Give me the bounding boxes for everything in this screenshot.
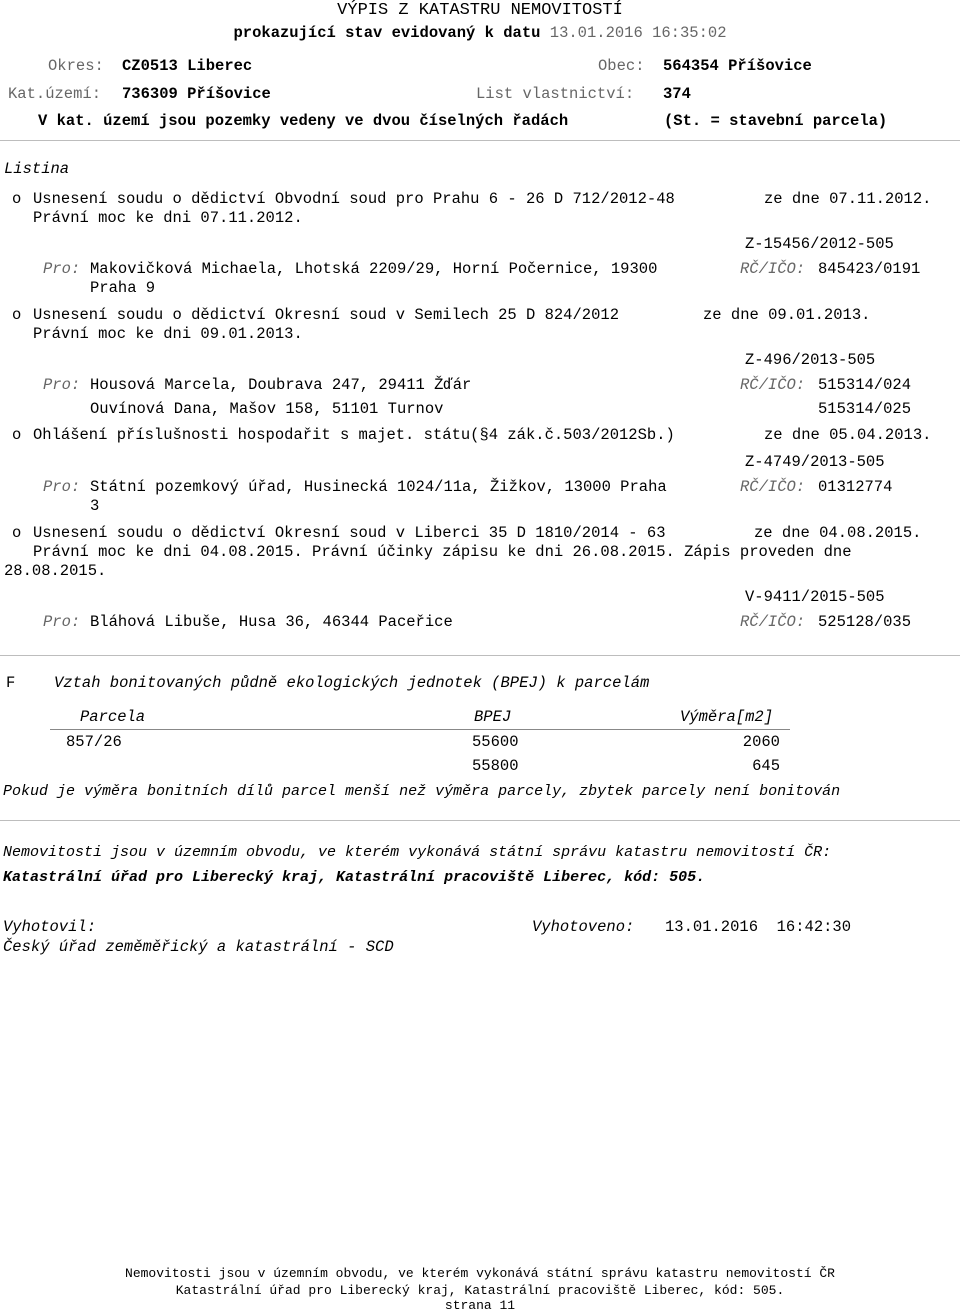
table-cell-vymera: 2060: [742, 733, 780, 751]
listina-entry-ref: Z-15456/2012-505: [745, 235, 894, 253]
listina-entry-date: ze dne 09.01.2013.: [703, 306, 871, 324]
divider: [0, 820, 960, 821]
divider: [0, 140, 960, 141]
rc-value: 515314/025: [818, 400, 912, 418]
subtitle-prefix: prokazující stav evidovaný k datu: [233, 24, 541, 42]
column-header-bpej: BPEJ: [474, 708, 512, 726]
listina-entry-text: Usnesení soudu o dědictví Okresní soud v Liberci 35 D 1810/2014 - 63: [33, 524, 666, 542]
table-cell-vymera: 645: [752, 757, 780, 775]
document-subtitle: [0, 24, 960, 42]
owner-name-cont: Praha 9: [90, 279, 156, 297]
table-cell-parcela: 857/26: [66, 733, 122, 751]
katuzemi-label: Kat.území:: [8, 85, 102, 103]
owner-name: Ouvínová Dana, Mašov 158, 51101 Turnov: [90, 400, 444, 418]
column-header-parcela: Parcela: [80, 708, 146, 726]
rc-label: RČ/IČO:: [740, 613, 806, 631]
listina-entry-legal-cont: 28.08.2015.: [4, 562, 107, 580]
vyhotovil-value: Český úřad zeměměřický a katastrální - SCD: [3, 938, 394, 956]
list-value: 374: [663, 85, 691, 103]
listina-entry-text: Usnesení soudu o dědictví Obvodní soud pro Prahu 6 - 26 D 712/2012-48: [33, 190, 675, 208]
listina-entry-date: ze dne 04.08.2015.: [754, 524, 922, 542]
rc-label: RČ/IČO:: [740, 260, 806, 278]
owner-name-cont: 3: [90, 497, 100, 515]
table-header-rule: [50, 729, 790, 730]
listina-entry-legal: Právní moc ke dni 04.08.2015. Právní účinky zápisu ke dni 26.08.2015. Zápis proveden dne: [33, 543, 852, 561]
owner-name: Státní pozemkový úřad, Husinecká 1024/11a, Žižkov, 13000 Praha: [90, 478, 667, 496]
owner-name: Bláhová Libuše, Husa 36, 46344 Paceřice: [90, 613, 453, 631]
rc-label: RČ/IČO:: [740, 376, 806, 394]
table-cell-bpej: 55800: [472, 757, 519, 775]
listina-entry-ref: Z-496/2013-505: [745, 351, 876, 369]
owner-name: Makovičková Michaela, Lhotská 2209/29, Horní Počernice, 19300: [90, 260, 658, 278]
list-label: List vlastnictví:: [476, 85, 635, 103]
section-f-letter: F: [6, 674, 16, 692]
listina-entry-date: ze dne 07.11.2012.: [764, 190, 932, 208]
rc-value: 525128/035: [818, 613, 912, 631]
bullet: o: [12, 426, 22, 444]
listina-entry-ref: V-9411/2015-505: [745, 588, 885, 606]
footer-line-2: Katastrální úřad pro Liberecký kraj, Katastrální pracoviště Liberec, kód: 505.: [175, 1283, 785, 1298]
footer-line-1: Nemovitosti jsou v územním obvodu, ve kterém vykonává státní správu katastru nemovitostí ČR: [125, 1266, 835, 1281]
page-number: strana 11: [444, 1298, 516, 1313]
listina-entry-legal: Právní moc ke dni 07.11.2012.: [33, 209, 303, 227]
divider: [0, 655, 960, 656]
rc-value: 01312774: [818, 478, 893, 496]
pro-label: Pro:: [43, 376, 81, 394]
okres-label: Okres:: [48, 57, 104, 75]
vyhotoveno-value: 13.01.2016 16:42:30: [665, 918, 852, 936]
listina-entry-ref: Z-4749/2013-505: [745, 453, 885, 471]
subtitle-date: 13.01.2016 16:35:02: [549, 24, 727, 42]
vyhotoveno-label: Vyhotoveno:: [532, 918, 635, 936]
rc-value: 845423/0191: [818, 260, 921, 278]
office-name: Katastrální úřad pro Liberecký kraj, Katastrální pracoviště Liberec, kód: 505.: [3, 869, 706, 886]
vyhotovil-label: Vyhotovil:: [3, 918, 97, 936]
owner-name: Housová Marcela, Doubrava 247, 29411 Žďár: [90, 376, 472, 394]
okres-value: CZ0513 Liberec: [122, 57, 253, 75]
obec-label: Obec:: [598, 57, 645, 75]
parcel-series-note: V kat. území jsou pozemky vedeny ve dvou číselných řadách: [38, 112, 569, 130]
listina-entry-date: ze dne 05.04.2013.: [764, 426, 932, 444]
rc-value: 515314/024: [818, 376, 912, 394]
bullet: o: [12, 190, 22, 208]
pro-label: Pro:: [43, 478, 81, 496]
column-header-vymera: Výměra[m2]: [680, 708, 774, 726]
listina-entry-legal: Právní moc ke dni 09.01.2013.: [33, 325, 303, 343]
table-cell-bpej: 55600: [472, 733, 519, 751]
office-intro: Nemovitosti jsou v územním obvodu, ve kterém vykonává státní správu katastru nemovitostí ČR:: [3, 844, 832, 861]
bullet: o: [12, 524, 22, 542]
document-title: VÝPIS Z KATASTRU NEMOVITOSTÍ: [337, 1, 623, 20]
obec-value: 564354 Příšovice: [663, 57, 812, 75]
section-f-title: Vztah bonitovaných půdně ekologických jednotek (BPEJ) k parcelám: [54, 674, 650, 692]
rc-label: RČ/IČO:: [740, 478, 806, 496]
pro-label: Pro:: [43, 613, 81, 631]
katuzemi-value: 736309 Příšovice: [122, 85, 271, 103]
bullet: o: [12, 306, 22, 324]
listina-entry-text: Ohlášení příslušnosti hospodařit s majet. státu(§4 zák.č.503/2012Sb.): [33, 426, 675, 444]
listina-entry-text: Usnesení soudu o dědictví Okresní soud v Semilech 25 D 824/2012: [33, 306, 619, 324]
bpej-note: Pokud je výměra bonitních dílů parcel menší než výměra parcely, zbytek parcely není bonitován: [3, 783, 841, 800]
pro-label: Pro:: [43, 260, 81, 278]
parcel-type-note: (St. = stavební parcela): [664, 112, 888, 130]
listina-heading: Listina: [4, 160, 70, 178]
